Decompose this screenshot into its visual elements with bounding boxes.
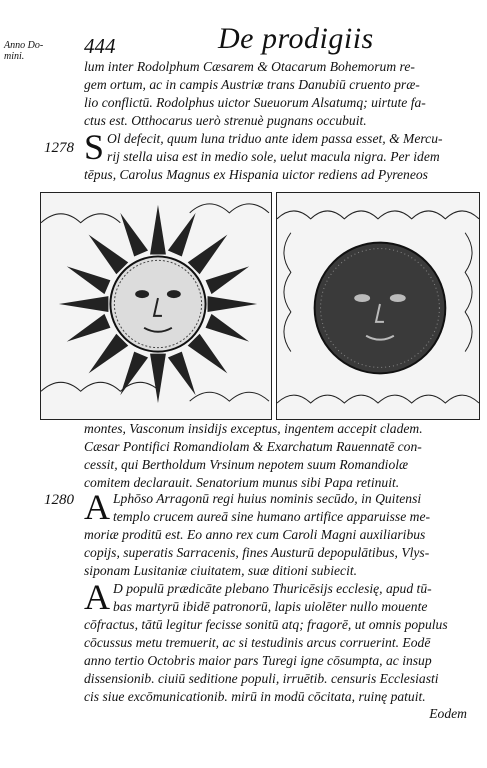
catchword: Eodem xyxy=(429,706,467,721)
woodcut-illustrations xyxy=(40,192,480,420)
sun-face-woodcut xyxy=(40,192,272,420)
text-line: copijs, superatis Sarracenis, fines Austurū depopulātibus, Vlys- xyxy=(84,545,430,560)
dark-sun-icon xyxy=(277,193,479,419)
text-line: Ol defecit, quum luna triduo ante idem passa esset, & Mercu- xyxy=(107,131,443,146)
text-line: Cæsar Pontifici Romandiolam & Exarchatum Rauennatē con- xyxy=(84,439,422,454)
entry-1278 xyxy=(84,127,474,184)
running-head: De prodigiis xyxy=(218,22,374,55)
entry-1280 xyxy=(84,487,474,580)
entry-church-stone xyxy=(84,577,474,706)
sun-face-icon xyxy=(41,193,271,419)
text-line: ctus est. Otthocarus uerò strenuè pugnans occubuit. xyxy=(84,113,367,128)
text-line: cōfractus, tātū legitur fecisse sonitū atq; fragorē, ut omnis populus xyxy=(84,617,448,632)
continuation-paragraph xyxy=(84,420,474,492)
year-1280: 1280 xyxy=(44,492,74,508)
text-line: montes, Vasconum insidijs exceptus, ingentem accepit cladem. xyxy=(84,421,423,436)
text-line: cōcussus metu tremuerit, ac si testudinis arcus corruerint. Eodē xyxy=(84,635,431,650)
text-line: Lphōso Arragonū regi huius nominis secūdo, in Quitensi xyxy=(113,491,422,506)
text-line: siponam Lusitaniæ ciuitatem, suæ ditioni subiecit. xyxy=(84,563,358,578)
text-line: tēpus, Carolus Magnus ex Hispania uictor rediens ad Pyreneos xyxy=(84,167,428,182)
margin-note: Anno Do- mini. xyxy=(4,40,44,62)
text-line: bas martyrū ibidē patronorū, lapis uiolēter nullo mouente xyxy=(113,599,428,614)
drop-cap: A xyxy=(84,487,110,527)
page-number: 444 xyxy=(84,34,116,58)
text-line: rij stella uisa est in medio sole, uelut macula nigra. Per idem xyxy=(107,149,440,164)
drop-cap: S xyxy=(84,127,105,167)
text-line: anno tertio Octobris maior pars Turegi igne cōsumpta, ac insup xyxy=(84,653,432,668)
text-line: gem ortum, ac in campis Austriæ trans Danubiū cruento præ- xyxy=(84,77,420,92)
text-line: cessit, qui Bertholdum Vrsinum nepotem suum Romandiolæ xyxy=(84,457,409,472)
text-line: templo crucem aureā sine humano artifice apparuisse me- xyxy=(113,509,431,524)
year-1278: 1278 xyxy=(44,140,74,156)
text-line: D populū prædicāte plebano Thuricēsijs ecclesię, apud tū- xyxy=(113,581,432,596)
text-line: moriæ proditū est. Eo anno rex cum Caroli Magni auxiliaribus xyxy=(84,527,426,542)
opening-paragraph xyxy=(84,58,474,130)
dark-sun-woodcut xyxy=(276,192,480,420)
text-line: comitem declarauit. Senatorium munus sibi Papa retinuit. xyxy=(84,475,400,490)
drop-cap: A xyxy=(84,577,110,617)
text-line: lio conflictū. Rodolphus uictor Sueuorum Alsatumq; uirtute fa- xyxy=(84,95,426,110)
text-line: dissensionib. ciuiū seditione populi, irruētib. censuris Ecclesiasti xyxy=(84,671,439,686)
text-line: cis siue excōmunicationib. mirū in modū cōcitata, ruinę patuit. xyxy=(84,689,426,704)
text-line: lum inter Rodolphum Cæsarem & Otacarum Bohemorum re- xyxy=(84,59,415,74)
